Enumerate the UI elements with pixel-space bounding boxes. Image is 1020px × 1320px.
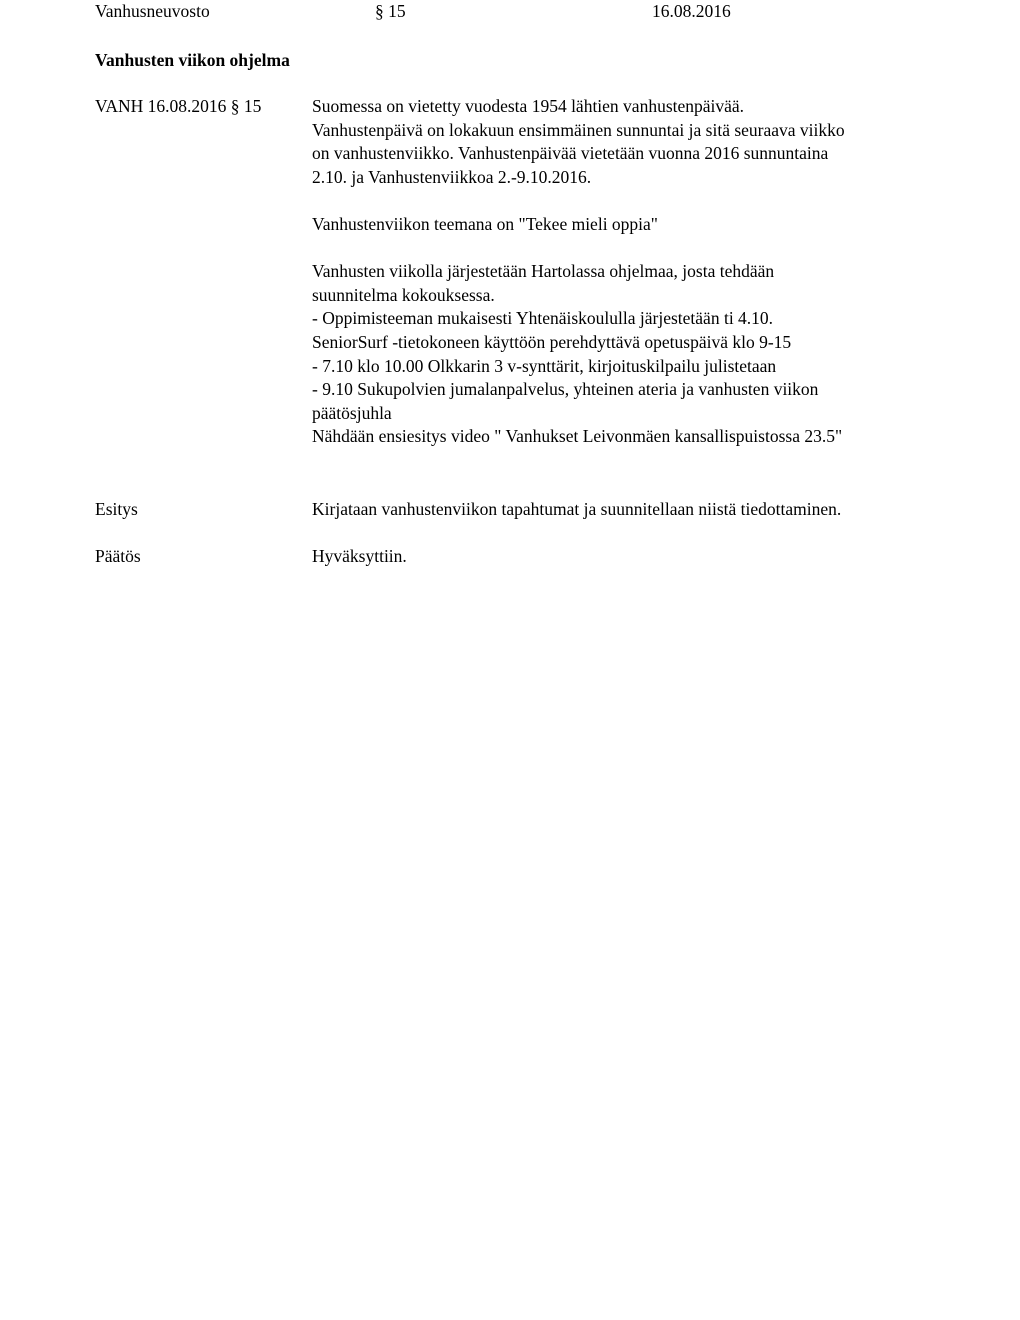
decision-text <box>312 545 952 569</box>
case-p3-line: Nähdään ensiesitys video " Vanhukset Leivonmäen kansallispuistossa 23.5" <box>312 426 843 447</box>
case-p1-line: Suomessa on vietetty vuodesta 1954 lähtien vanhustenpäivää. <box>312 96 745 116</box>
case-p3-line: - Oppimisteeman mukaisesti Yhtenäiskoululla järjestetään ti 4.10. <box>312 308 774 329</box>
document-header <box>0 0 1020 24</box>
case-p3-line: - 9.10 Sukupolvien jumalanpalvelus, yhteinen ateria ja vanhusten viikon <box>312 379 819 400</box>
case-p1-line: on vanhustenviikko. Vanhustenpäivää vietetään vuonna 2016 sunnuntaina <box>312 143 829 164</box>
proposal-label: Esitys <box>95 499 138 519</box>
case-p3-line: SeniorSurf -tietokoneen käyttöön perehdyttävä opetuspäivä klo 9-15 <box>312 331 792 352</box>
header-section: § 15 <box>375 1 406 21</box>
case-p3-line: Vanhusten viikolla järjestetään Hartolassa ohjelmaa, josta tehdään <box>312 261 775 282</box>
case-paragraph-3 <box>312 260 952 449</box>
case-label: VANH 16.08.2016 § 15 <box>95 96 262 116</box>
case-paragraph-1 <box>312 95 952 189</box>
case-p3-line: - 7.10 klo 10.00 Olkkarin 3 v-synttärit, kirjoituskilpailu julistetaan <box>312 355 777 376</box>
header-organization: Vanhusneuvosto <box>95 1 210 21</box>
proposal-text <box>312 498 952 522</box>
paragraph-gap <box>312 189 952 213</box>
case-p2-line: Vanhustenviikon teemana on "Tekee mieli oppia" <box>312 213 658 234</box>
decision-line: Hyväksyttiin. <box>312 546 407 566</box>
paragraph-gap <box>312 237 952 261</box>
case-paragraph-2 <box>312 213 952 237</box>
document-title: Vanhusten viikon ohjelma <box>95 50 290 70</box>
case-p1-line: 2.10. ja Vanhustenviikkoa 2.-9.10.2016. <box>312 166 592 187</box>
proposal-line: Kirjataan vanhustenviikon tapahtumat ja suunnitellaan niistä tiedottaminen. <box>312 499 842 519</box>
case-p3-line: suunnitelma kokouksessa. <box>312 284 495 305</box>
case-p3-line: päätösjuhla <box>312 402 392 423</box>
case-p1-line: Vanhustenpäivä on lokakuun ensimmäinen sunnuntai ja sitä seuraava viikko <box>312 119 845 140</box>
header-date: 16.08.2016 <box>652 1 731 21</box>
case-content <box>312 95 952 449</box>
decision-label: Päätös <box>95 546 141 566</box>
